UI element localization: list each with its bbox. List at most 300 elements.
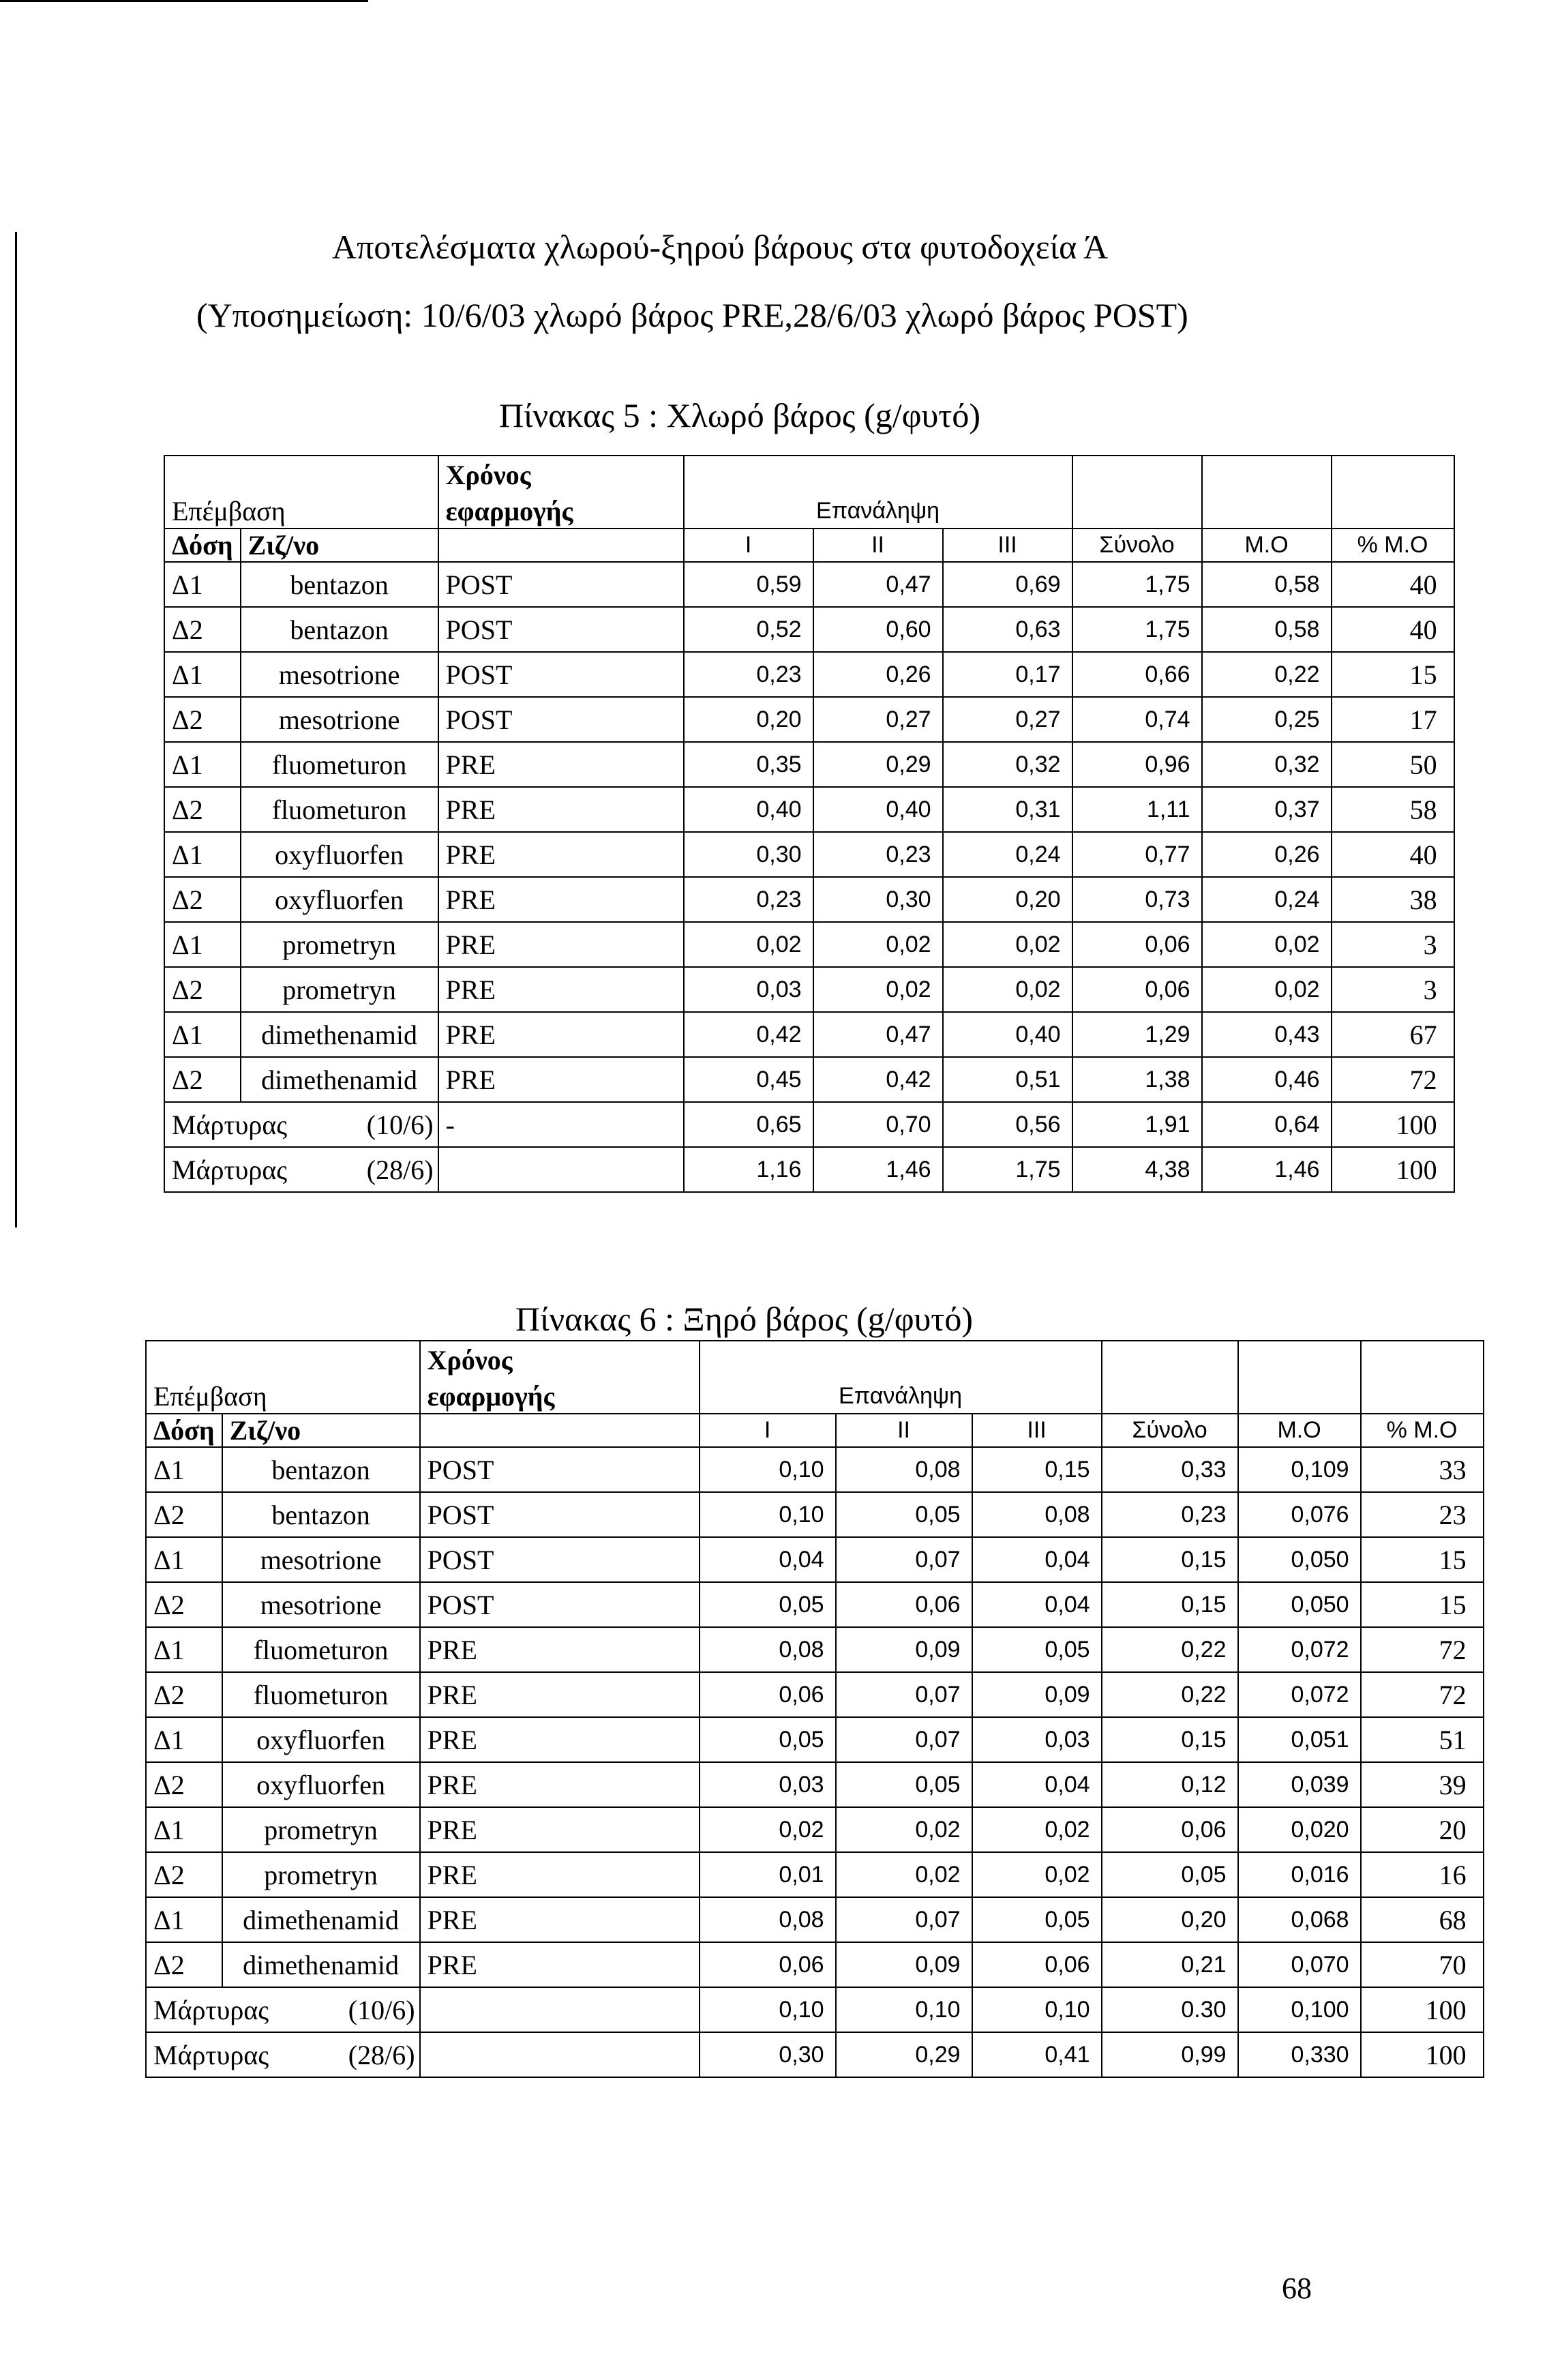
table-row [164, 1057, 1454, 1102]
application-time-cell: PRE [438, 1057, 684, 1102]
header-cell [1072, 494, 1202, 529]
table-row [164, 562, 1454, 607]
application-time-cell: PRE [438, 1012, 684, 1057]
total-cell: 0.30 [1102, 1987, 1238, 2032]
dose-cell: Δ2 [146, 1672, 222, 1717]
r3-cell: 0,04 [972, 1762, 1102, 1807]
herbicide-cell: dimethenamid [222, 1897, 420, 1942]
pct-cell: 72 [1361, 1672, 1484, 1717]
rep3-header: III [943, 529, 1072, 562]
application-time-cell: - [438, 1102, 684, 1147]
header-cell [1361, 1341, 1484, 1379]
r1-cell: 0,08 [700, 1897, 836, 1942]
table5-header-row-3 [164, 529, 1454, 562]
table5-body [164, 456, 1454, 1192]
mean-cell: 0,02 [1202, 922, 1332, 967]
table-row [146, 1897, 1484, 1942]
r1-cell: 0,10 [700, 1492, 836, 1537]
herbicide-cell: fluometuron [222, 1627, 420, 1672]
application-time-cell: POST [438, 607, 684, 652]
treatment-header: Επέμβαση [146, 1379, 420, 1414]
r2-cell: 0,07 [836, 1897, 972, 1942]
application-time-cell: PRE [438, 967, 684, 1012]
r1-cell: 0,23 [684, 877, 813, 922]
herbicide-cell: bentazon [241, 562, 438, 607]
total-cell: 0,05 [1102, 1852, 1238, 1897]
r3-cell: 0,02 [972, 1852, 1102, 1897]
application-time-cell: PRE [438, 877, 684, 922]
dose-header: Δόση [146, 1414, 222, 1447]
r3-cell: 0,02 [972, 1807, 1102, 1852]
mean-header: Μ.Ο [1238, 1414, 1361, 1447]
total-cell: 0,22 [1102, 1627, 1238, 1672]
application-time-header: Χρόνος [420, 1341, 700, 1379]
table-row [146, 1447, 1484, 1492]
mean-cell: 0,37 [1202, 787, 1332, 832]
table6-caption: Πίνακας 6 : Ξηρό βάρος (g/φυτό) [515, 1300, 974, 1338]
pct-cell: 16 [1361, 1852, 1484, 1897]
dose-cell: Δ1 [164, 562, 241, 607]
r3-cell: 0,27 [943, 697, 1072, 742]
application-time-cell: PRE [420, 1897, 700, 1942]
control-date: (28/6) [348, 2039, 415, 2070]
mean-cell: 0,46 [1202, 1057, 1332, 1102]
mean-cell: 0,070 [1238, 1942, 1361, 1987]
mean-cell: 0,050 [1238, 1537, 1361, 1582]
dose-cell: Δ1 [164, 832, 241, 877]
r1-cell: 0,65 [684, 1102, 813, 1147]
table-row [164, 697, 1454, 742]
dose-cell: Δ2 [146, 1582, 222, 1627]
r2-cell: 0,02 [836, 1807, 972, 1852]
r3-cell: 0,32 [943, 742, 1072, 787]
dose-cell: Δ2 [164, 877, 241, 922]
r2-cell: 0,40 [813, 787, 943, 832]
control-label: Μάρτυρας [153, 1994, 269, 2025]
total-cell: 0,33 [1102, 1447, 1238, 1492]
table5-caption: Πίνακας 5 : Χλωρό βάρος (g/φυτό) [499, 396, 981, 434]
mean-cell: 0,32 [1202, 742, 1332, 787]
r1-cell: 0,03 [700, 1762, 836, 1807]
control-label: Μάρτυρας [153, 2039, 269, 2070]
control-label-cell [164, 1102, 438, 1147]
table6-body [146, 1341, 1484, 2077]
table-row [164, 877, 1454, 922]
herbicide-header: Ζιζ/νο [241, 529, 438, 562]
r3-cell: 1,75 [943, 1147, 1072, 1192]
r2-cell: 0,42 [813, 1057, 943, 1102]
pct-cell: 23 [1361, 1492, 1484, 1537]
dose-cell: Δ2 [146, 1762, 222, 1807]
total-cell: 0,20 [1102, 1897, 1238, 1942]
dose-cell: Δ1 [146, 1717, 222, 1762]
r1-cell: 0,05 [700, 1582, 836, 1627]
dose-cell: Δ2 [164, 787, 241, 832]
pct-cell: 72 [1361, 1627, 1484, 1672]
herbicide-cell: prometryn [222, 1852, 420, 1897]
r3-cell: 0,63 [943, 607, 1072, 652]
dose-cell: Δ1 [164, 742, 241, 787]
r3-cell: 0,04 [972, 1582, 1102, 1627]
mean-cell: 0,072 [1238, 1627, 1361, 1672]
r2-cell: 0,07 [836, 1717, 972, 1762]
r3-cell: 0,02 [943, 967, 1072, 1012]
r1-cell: 1,16 [684, 1147, 813, 1192]
r3-cell: 0,69 [943, 562, 1072, 607]
table-row [146, 1537, 1484, 1582]
application-time-cell: POST [420, 1582, 700, 1627]
mean-cell: 0,25 [1202, 697, 1332, 742]
mean-cell: 0,22 [1202, 652, 1332, 697]
dose-cell: Δ2 [146, 1942, 222, 1987]
r1-cell: 0,02 [700, 1807, 836, 1852]
pct-cell: 100 [1361, 2032, 1484, 2077]
control-label-cell [146, 2032, 420, 2077]
r2-cell: 1,46 [813, 1147, 943, 1192]
pct-cell: 40 [1332, 607, 1454, 652]
dose-cell: Δ2 [164, 607, 241, 652]
mean-cell: 0,02 [1202, 967, 1332, 1012]
pct-cell: 15 [1361, 1582, 1484, 1627]
application-time-header: Χρόνος [438, 456, 684, 494]
mean-cell: 0,050 [1238, 1582, 1361, 1627]
table-row [146, 1717, 1484, 1762]
total-cell: 0,15 [1102, 1537, 1238, 1582]
r2-cell: 0,09 [836, 1627, 972, 1672]
total-cell: 0,96 [1072, 742, 1202, 787]
r3-cell: 0,41 [972, 2032, 1102, 2077]
total-cell: 0,06 [1102, 1807, 1238, 1852]
header-cell [700, 1341, 1102, 1379]
mean-cell: 0,051 [1238, 1717, 1361, 1762]
header-cell [1238, 1379, 1361, 1414]
table6-header-row-1 [146, 1341, 1484, 1379]
r1-cell: 0,35 [684, 742, 813, 787]
control-row [146, 1987, 1484, 2032]
total-cell: 0,22 [1102, 1672, 1238, 1717]
top-rule [0, 0, 368, 2]
r3-cell: 0,10 [972, 1987, 1102, 2032]
r1-cell: 0,06 [700, 1942, 836, 1987]
table-row [164, 922, 1454, 967]
total-cell: 1,75 [1072, 562, 1202, 607]
herbicide-cell: prometryn [241, 922, 438, 967]
table5-header-row-1 [164, 456, 1454, 494]
pct-cell: 72 [1332, 1057, 1454, 1102]
herbicide-cell: mesotrione [241, 652, 438, 697]
table-row [146, 1942, 1484, 1987]
r2-cell: 0,05 [836, 1762, 972, 1807]
application-time-cell: PRE [420, 1807, 700, 1852]
r3-cell: 0,03 [972, 1717, 1102, 1762]
pct-cell: 33 [1361, 1447, 1484, 1492]
total-cell: 0,99 [1102, 2032, 1238, 2077]
mean-cell: 0,072 [1238, 1672, 1361, 1717]
mean-cell: 0,330 [1238, 2032, 1361, 2077]
control-row [146, 2032, 1484, 2077]
r3-cell: 0,20 [943, 877, 1072, 922]
repetition-header: Επανάληψη [684, 494, 1072, 529]
dose-cell: Δ1 [146, 1807, 222, 1852]
total-cell: 0,12 [1102, 1762, 1238, 1807]
table-row [146, 1492, 1484, 1537]
r2-cell: 0,02 [836, 1852, 972, 1897]
table-row [164, 652, 1454, 697]
mean-cell: 0,020 [1238, 1807, 1361, 1852]
total-cell: 0,15 [1102, 1717, 1238, 1762]
r2-cell: 0,30 [813, 877, 943, 922]
herbicide-cell: oxyfluorfen [241, 877, 438, 922]
r1-cell: 0,04 [700, 1537, 836, 1582]
r1-cell: 0,08 [700, 1627, 836, 1672]
pct-cell: 50 [1332, 742, 1454, 787]
header-cell [1102, 1379, 1238, 1414]
herbicide-cell: prometryn [241, 967, 438, 1012]
r1-cell: 0,45 [684, 1057, 813, 1102]
dose-cell: Δ2 [164, 967, 241, 1012]
herbicide-cell: oxyfluorfen [222, 1762, 420, 1807]
total-cell: 0,21 [1102, 1942, 1238, 1987]
r1-cell: 0,30 [700, 2032, 836, 2077]
header-cell [164, 456, 438, 494]
total-cell: 1,91 [1072, 1102, 1202, 1147]
r3-cell: 0,56 [943, 1102, 1072, 1147]
r1-cell: 0,59 [684, 562, 813, 607]
table-row [164, 607, 1454, 652]
table6-header-row-3 [146, 1414, 1484, 1447]
herbicide-cell: bentazon [222, 1492, 420, 1537]
application-time-cell: POST [438, 562, 684, 607]
r2-cell: 0,10 [836, 1987, 972, 2032]
rep1-header: I [684, 529, 813, 562]
application-time-cell: PRE [438, 787, 684, 832]
r2-cell: 0,08 [836, 1447, 972, 1492]
pct-mean-header: % Μ.Ο [1361, 1414, 1484, 1447]
r2-cell: 0,70 [813, 1102, 943, 1147]
r3-cell: 0,04 [972, 1537, 1102, 1582]
table-row [164, 1012, 1454, 1057]
r2-cell: 0,02 [813, 922, 943, 967]
r2-cell: 0,23 [813, 832, 943, 877]
r3-cell: 0,24 [943, 832, 1072, 877]
application-time-cell: POST [420, 1492, 700, 1537]
total-cell: 0,15 [1102, 1582, 1238, 1627]
dose-cell: Δ1 [164, 652, 241, 697]
pct-cell: 15 [1332, 652, 1454, 697]
pct-cell: 40 [1332, 562, 1454, 607]
header-cell [1072, 456, 1202, 494]
mean-cell: 0,039 [1238, 1762, 1361, 1807]
r3-cell: 0,40 [943, 1012, 1072, 1057]
application-time-cell: PRE [438, 922, 684, 967]
page-number: 68 [1282, 2272, 1312, 2305]
r1-cell: 0,20 [684, 697, 813, 742]
total-cell: 0,77 [1072, 832, 1202, 877]
control-label-cell [146, 1987, 420, 2032]
pct-cell: 38 [1332, 877, 1454, 922]
r3-cell: 0,17 [943, 652, 1072, 697]
pct-cell: 3 [1332, 967, 1454, 1012]
r2-cell: 0,47 [813, 1012, 943, 1057]
header-cell [1202, 494, 1332, 529]
header-cell [1202, 456, 1332, 494]
herbicide-cell: dimethenamid [222, 1942, 420, 1987]
herbicide-header: Ζιζ/νο [222, 1414, 420, 1447]
herbicide-cell: mesotrione [222, 1582, 420, 1627]
table-row [164, 832, 1454, 877]
mean-cell: 0,24 [1202, 877, 1332, 922]
r3-cell: 0,05 [972, 1897, 1102, 1942]
application-time-cell: PRE [438, 832, 684, 877]
application-time-cell: PRE [420, 1942, 700, 1987]
r1-cell: 0,05 [700, 1717, 836, 1762]
total-cell: 0,23 [1102, 1492, 1238, 1537]
r2-cell: 0,02 [813, 967, 943, 1012]
dry-weight-table [145, 1340, 1484, 2078]
r1-cell: 0,06 [700, 1672, 836, 1717]
table-row [146, 1672, 1484, 1717]
header-cell [1361, 1379, 1484, 1414]
r1-cell: 0,10 [700, 1987, 836, 2032]
mean-cell: 0,016 [1238, 1852, 1361, 1897]
mean-cell: 0,068 [1238, 1897, 1361, 1942]
page-note: (Υποσημείωση: 10/6/03 χλωρό βάρος PRE,28/6/03 χλωρό βάρος POST) [196, 296, 1188, 334]
pct-cell: 100 [1332, 1102, 1454, 1147]
r1-cell: 0,10 [700, 1447, 836, 1492]
total-cell: 1,38 [1072, 1057, 1202, 1102]
r3-cell: 0,15 [972, 1447, 1102, 1492]
r2-cell: 0,29 [813, 742, 943, 787]
pct-cell: 67 [1332, 1012, 1454, 1057]
herbicide-cell: oxyfluorfen [241, 832, 438, 877]
header-cell [1238, 1341, 1361, 1379]
table-row [164, 967, 1454, 1012]
r2-cell: 0,60 [813, 607, 943, 652]
r3-cell: 0,05 [972, 1627, 1102, 1672]
r3-cell: 0,51 [943, 1057, 1072, 1102]
application-time-cell: POST [438, 697, 684, 742]
control-row [164, 1102, 1454, 1147]
mean-cell: 0,109 [1238, 1447, 1361, 1492]
r2-cell: 0,47 [813, 562, 943, 607]
control-label: Μάρτυρας [172, 1154, 288, 1185]
total-cell: 1,29 [1072, 1012, 1202, 1057]
application-time-header-2: εφαρμογής [438, 494, 684, 529]
r1-cell: 0,01 [700, 1852, 836, 1897]
application-time-cell [420, 1987, 700, 2032]
control-row [164, 1147, 1454, 1192]
application-time-cell: POST [420, 1537, 700, 1582]
application-time-cell: POST [438, 652, 684, 697]
total-cell: 0,74 [1072, 697, 1202, 742]
r2-cell: 0,29 [836, 2032, 972, 2077]
total-cell: 0,06 [1072, 922, 1202, 967]
pct-cell: 15 [1361, 1537, 1484, 1582]
dose-cell: Δ1 [146, 1537, 222, 1582]
total-cell: 0,73 [1072, 877, 1202, 922]
dose-cell: Δ1 [146, 1627, 222, 1672]
header-cell [1332, 456, 1454, 494]
r3-cell: 0,02 [943, 922, 1072, 967]
mean-cell: 0,58 [1202, 562, 1332, 607]
table-row [146, 1807, 1484, 1852]
herbicide-cell: bentazon [222, 1447, 420, 1492]
dose-cell: Δ1 [164, 1012, 241, 1057]
rep2-header: II [836, 1414, 972, 1447]
r3-cell: 0,06 [972, 1942, 1102, 1987]
dose-cell: Δ2 [146, 1492, 222, 1537]
table-row [146, 1852, 1484, 1897]
herbicide-cell: dimethenamid [241, 1057, 438, 1102]
control-date: (28/6) [366, 1154, 434, 1185]
header-cell [420, 1414, 700, 1447]
r3-cell: 0,08 [972, 1492, 1102, 1537]
mean-header: Μ.Ο [1202, 529, 1332, 562]
pct-cell: 70 [1361, 1942, 1484, 1987]
application-time-cell: PRE [420, 1627, 700, 1672]
mean-cell: 0,58 [1202, 607, 1332, 652]
application-time-header-2: εφαρμογής [420, 1379, 700, 1414]
control-date: (10/6) [366, 1109, 434, 1140]
total-cell: 1,75 [1072, 607, 1202, 652]
application-time-cell: PRE [420, 1672, 700, 1717]
table5-header-row-2 [164, 494, 1454, 529]
dose-cell: Δ1 [164, 922, 241, 967]
dose-cell: Δ2 [164, 1057, 241, 1102]
application-time-cell [438, 1147, 684, 1192]
mean-cell: 0,100 [1238, 1987, 1361, 2032]
r1-cell: 0,30 [684, 832, 813, 877]
table-row [164, 787, 1454, 832]
header-cell [1102, 1341, 1238, 1379]
pct-cell: 68 [1361, 1897, 1484, 1942]
total-header: Σύνολο [1072, 529, 1202, 562]
r1-cell: 0,52 [684, 607, 813, 652]
mean-cell: 0,43 [1202, 1012, 1332, 1057]
pct-cell: 3 [1332, 922, 1454, 967]
rep3-header: III [972, 1414, 1102, 1447]
herbicide-cell: mesotrione [222, 1537, 420, 1582]
rep1-header: I [700, 1414, 836, 1447]
pct-cell: 39 [1361, 1762, 1484, 1807]
herbicide-cell: oxyfluorfen [222, 1717, 420, 1762]
mean-cell: 0,26 [1202, 832, 1332, 877]
pct-cell: 40 [1332, 832, 1454, 877]
pct-cell: 58 [1332, 787, 1454, 832]
r2-cell: 0,27 [813, 697, 943, 742]
r1-cell: 0,23 [684, 652, 813, 697]
pct-cell: 100 [1332, 1147, 1454, 1192]
repetition-header: Επανάληψη [700, 1379, 1102, 1414]
green-weight-table [164, 455, 1455, 1193]
r2-cell: 0,09 [836, 1942, 972, 1987]
dose-cell: Δ2 [164, 697, 241, 742]
pct-cell: 100 [1361, 1987, 1484, 2032]
r2-cell: 0,26 [813, 652, 943, 697]
table-row [146, 1762, 1484, 1807]
treatment-header: Επέμβαση [164, 494, 438, 529]
pct-mean-header: % Μ.Ο [1332, 529, 1454, 562]
application-time-cell: PRE [420, 1852, 700, 1897]
r1-cell: 0,42 [684, 1012, 813, 1057]
herbicide-cell: fluometuron [241, 742, 438, 787]
control-date: (10/6) [348, 1994, 415, 2025]
r3-cell: 0,09 [972, 1672, 1102, 1717]
header-cell [146, 1341, 420, 1379]
pct-cell: 51 [1361, 1717, 1484, 1762]
herbicide-cell: dimethenamid [241, 1012, 438, 1057]
control-label: Μάρτυρας [172, 1109, 288, 1140]
